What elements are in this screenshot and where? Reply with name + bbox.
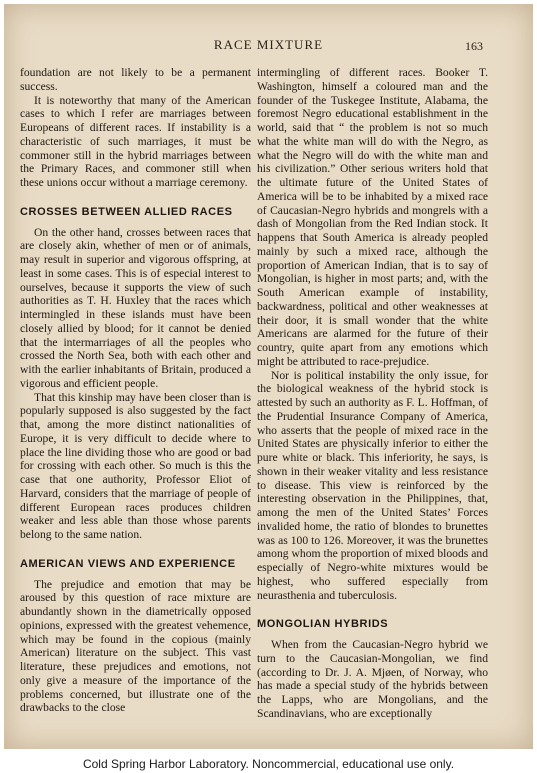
section-heading-mongolian-hybrids: MONGOLIAN HYBRIDS	[257, 618, 389, 631]
left-paragraph-5: The prejudice and emotion that may be aroused by this question of race mixture are abundantly shown in the diametrically opposed opinions, expressed with the greatest vehemence, which may be found in the copious (mainly American) literature on the subject. This vast literature, these prejudices and emotions, not only give a measure of the importance of the problems concerned, but illustrate one of the drawbacks to the close	[20, 577, 251, 715]
right-paragraph-1: intermingling of different races. Booker T. Washington, himself a coloured man and the founder of the Tuskegee Institute, Alabama, the foremost Negro educational establishment in the world, said that “ the problem is not so much what the white man will do with the Negro, as what the Negro will do with the white man and his civilization.” Other serious writers hold that the ultimate future of the United States of America will be to be inhabited by a mixed race of Caucasian-Negro hybrids and mongrels with a dash of Mongolian from the Red Indian stock. It happens that South America is already peopled mainly by such a mixed race, although the proportion of American Indian, that is to say of Mongolian, is higher in most parts; and, with the South American example of instability, backwardness, political and other weaknesses at their door, it is small wonder that the white Americans are alarmed for the future of their country, quite apart from any emotions which might be attributed to race-prejudice.	[257, 66, 488, 368]
page-number: 163	[465, 39, 483, 53]
left-column	[20, 66, 251, 715]
left-paragraph-3: On the other hand, crosses between races that are closely akin, whether of men or of animals, may result in superior and vigorous offspring, at least in some cases. This is of especial interest to ourselves, because it supports the view of such authorities as T. H. Huxley that the races which intermingled in these islands must have been closely allied by blood; for it cannot be denied that the intermarriages of all the peoples who crossed the North Sea, both with each other and with the earlier inhabitants of Britain, produced a vigorous and efficient people.	[20, 225, 251, 390]
right-column	[257, 66, 488, 721]
left-paragraph-1: foundation are not likely to be a permanent success.	[20, 66, 251, 93]
book-page	[4, 4, 533, 749]
section-heading-american-views: AMERICAN VIEWS AND EXPERIENCE	[20, 557, 236, 570]
section-heading-allied-races: CROSSES BETWEEN ALLIED RACES	[20, 205, 233, 218]
left-paragraph-2: It is noteworthy that many of the American cases to which I refer are marriages between Europeans of different races. If instability is a characteristic of such marriages, it must be commoner still in the hybrid marriages between the Primary Races, and commoner still when these unions occur without a marriage ceremony.	[20, 93, 251, 189]
footer-credit: Cold Spring Harbor Laboratory. Noncommercial, educational use only.	[82, 757, 455, 771]
left-paragraph-4: That this kinship may have been closer than is popularly supposed is also suggested by the fact that, among the more distinct nationalities of Europe, it is very difficult to decide where to place the line dividing those who are good or bad for crossing with each other. So much is this the case that one authority, Professor Eliot of Harvard, considers that the marriage of people of different European races produces children weaker and less able than those whose parents belong to the same nation.	[20, 390, 251, 541]
running-head: RACE MIXTURE	[213, 37, 324, 52]
right-paragraph-2: Nor is political instability the only issue, for the biological weakness of the hybrid stock is attested by such an authority as F. L. Hoffman, of the Prudential Insurance Company of America, who asserts that the people of mixed race in the United States are physically inferior to either the pure white or black. This inferiority, he says, is shown in their weaker vitality and less resistance to disease. This view is reinforced by the interesting observation in the Philippines, that, among the men of the United States’ Forces invalided home, the ratio of blondes to brunettes was as 100 to 126. Moreover, it was the brunettes among whom the proportion of mixed bloods and especially of Negro-white mixtures would be highest, who suffered especially from neurasthenia and tuberculosis.	[257, 368, 488, 602]
right-paragraph-3: When from the Caucasian-Negro hybrid we turn to the Caucasian-Mongolian, we find (according to Dr. J. A. Mjøen, of Norway, who has made a special study of the hybrids between the Lapps, who are Mongolians, and the Scandinavians, who are exceptionally	[257, 638, 488, 720]
